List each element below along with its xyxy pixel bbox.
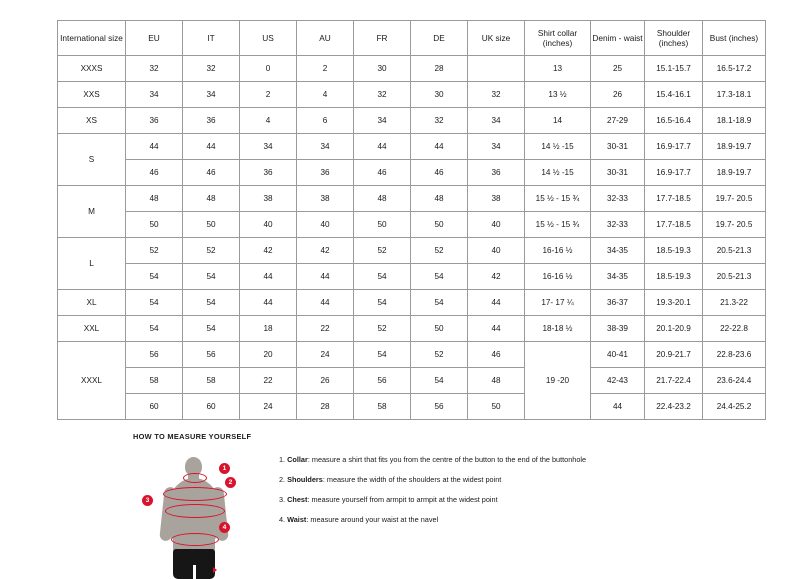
table-cell: 22.8-23.6 — [703, 342, 766, 368]
table-cell: 46 — [354, 160, 411, 186]
table-cell: 54 — [183, 264, 240, 290]
table-cell: 54 — [126, 290, 183, 316]
table-cell: 4 — [240, 108, 297, 134]
table-cell: 40 — [468, 212, 525, 238]
table-cell: 16-16 ½ — [525, 238, 591, 264]
table-cell: 44 — [468, 290, 525, 316]
table-cell: 34-35 — [591, 238, 645, 264]
header-denim-waist: Denim - waist — [591, 21, 645, 56]
table-cell: 13 — [525, 56, 591, 82]
size-group-label: M — [58, 186, 126, 238]
table-cell: 30 — [411, 82, 468, 108]
table-cell: 20.9-21.7 — [645, 342, 703, 368]
collar-measure-line — [183, 473, 207, 483]
table-cell: 54 — [126, 264, 183, 290]
table-cell: 0 — [240, 56, 297, 82]
size-group-label: XL — [58, 290, 126, 316]
table-cell: 32-33 — [591, 186, 645, 212]
table-cell: 22-22.8 — [703, 316, 766, 342]
table-cell: 26 — [297, 368, 354, 394]
table-cell: 44 — [297, 290, 354, 316]
table-row — [58, 264, 766, 290]
table-cell: 17.7-18.5 — [645, 212, 703, 238]
table-cell: 2 — [297, 56, 354, 82]
table-cell: 46 — [468, 342, 525, 368]
table-cell: 44 — [468, 316, 525, 342]
table-cell: 18.5-19.3 — [645, 238, 703, 264]
size-group-label: XS — [58, 108, 126, 134]
table-cell: 54 — [411, 290, 468, 316]
cell-shirt-collar: 19 -20 — [525, 342, 591, 420]
table-cell: 36-37 — [591, 290, 645, 316]
table-cell: 24 — [297, 342, 354, 368]
table-cell: 16.5-16.4 — [645, 108, 703, 134]
table-cell: 22 — [297, 316, 354, 342]
table-cell: 52 — [411, 238, 468, 264]
step-text: : measure yourself from armpit to armpit at the widest point — [307, 494, 498, 504]
table-cell: 17.7-18.5 — [645, 186, 703, 212]
size-group-label: S — [58, 134, 126, 186]
table-cell: 38 — [468, 186, 525, 212]
table-cell: 52 — [183, 238, 240, 264]
table-cell: 34 — [297, 134, 354, 160]
table-cell: 16.5-17.2 — [703, 56, 766, 82]
table-cell: 19.3-20.1 — [645, 290, 703, 316]
table-cell: 32 — [183, 56, 240, 82]
size-group-label: XXXL — [58, 342, 126, 420]
table-cell: 58 — [126, 368, 183, 394]
table-cell: 15.1-15.7 — [645, 56, 703, 82]
table-cell: 18.5-19.3 — [645, 264, 703, 290]
header-it: IT — [183, 21, 240, 56]
table-cell: 42 — [468, 264, 525, 290]
table-cell: 52 — [126, 238, 183, 264]
marker-1-badge: 1 — [219, 463, 230, 474]
table-cell: 28 — [411, 56, 468, 82]
table-cell: 34 — [354, 108, 411, 134]
table-cell: 44 — [411, 134, 468, 160]
table-cell: 46 — [411, 160, 468, 186]
table-cell: 60 — [126, 394, 183, 420]
header-fr: FR — [354, 21, 411, 56]
table-cell: 58 — [354, 394, 411, 420]
table-cell: 18.9-19.7 — [703, 134, 766, 160]
table-row — [58, 108, 766, 134]
table-cell: 48 — [354, 186, 411, 212]
table-cell: 36 — [183, 108, 240, 134]
size-chart-table — [57, 20, 766, 420]
table-cell: 56 — [411, 394, 468, 420]
table-row — [58, 316, 766, 342]
table-row — [58, 160, 766, 186]
table-cell: 22 — [240, 368, 297, 394]
table-cell: 54 — [354, 264, 411, 290]
table-cell: 40 — [297, 212, 354, 238]
table-cell: 36 — [468, 160, 525, 186]
header-bust: Bust (inches) — [703, 21, 766, 56]
table-row — [58, 56, 766, 82]
header-us: US — [240, 21, 297, 56]
table-cell: 14 ½ -15 — [525, 160, 591, 186]
table-cell: 24.4-25.2 — [703, 394, 766, 420]
step-number: 1. — [279, 455, 286, 464]
table-cell: 50 — [354, 212, 411, 238]
how-to-measure-section — [133, 432, 733, 567]
chest-measure-line — [165, 504, 225, 518]
marker-3-badge: 3 — [142, 495, 153, 506]
size-group-label: XXXS — [58, 56, 126, 82]
table-row — [58, 394, 766, 420]
table-cell: 27-29 — [591, 108, 645, 134]
table-cell: 42 — [297, 238, 354, 264]
step-number: 2. — [279, 474, 286, 484]
table-cell: 48 — [126, 186, 183, 212]
table-cell: 54 — [411, 368, 468, 394]
table-cell: 36 — [297, 160, 354, 186]
table-cell: 26 — [591, 82, 645, 108]
table-row — [58, 186, 766, 212]
step-number: 4. — [279, 514, 286, 524]
header-uk-size: UK size — [468, 21, 525, 56]
table-cell: 60 — [183, 394, 240, 420]
table-cell: 2 — [240, 82, 297, 108]
table-cell: 18 — [240, 316, 297, 342]
table-cell: 21.7-22.4 — [645, 368, 703, 394]
table-cell: 56 — [126, 342, 183, 368]
table-cell: 18-18 ½ — [525, 316, 591, 342]
table-row — [58, 290, 766, 316]
step-number: 3. — [279, 494, 286, 504]
table-cell: 32 — [126, 56, 183, 82]
table-cell: 32-33 — [591, 212, 645, 238]
table-cell: 16.9-17.7 — [645, 160, 703, 186]
table-cell: 24 — [240, 394, 297, 420]
header-shirt-collar: Shirt collar (inches) — [525, 21, 591, 56]
table-cell: 54 — [126, 316, 183, 342]
table-header-row — [58, 21, 766, 56]
step-term: Waist — [287, 514, 307, 524]
table-cell: 32 — [468, 82, 525, 108]
table-cell: 34 — [126, 82, 183, 108]
table-cell: 44 — [354, 134, 411, 160]
table-cell: 25 — [591, 56, 645, 82]
table-cell: 17- 17 ¼ — [525, 290, 591, 316]
table-cell: 44 — [240, 290, 297, 316]
table-cell: 40 — [468, 238, 525, 264]
shorts-split — [193, 565, 196, 579]
table-cell: 50 — [126, 212, 183, 238]
table-cell: 54 — [354, 342, 411, 368]
table-cell: 44 — [240, 264, 297, 290]
step-term: Chest — [287, 494, 308, 504]
table-cell: 16.9-17.7 — [645, 134, 703, 160]
table-cell: 38-39 — [591, 316, 645, 342]
measure-steps-list — [279, 447, 586, 534]
table-row — [58, 82, 766, 108]
table-row — [58, 368, 766, 394]
table-row — [58, 134, 766, 160]
table-cell: 56 — [183, 342, 240, 368]
table-cell: 38 — [240, 186, 297, 212]
table-cell: 40-41 — [591, 342, 645, 368]
table-cell: 22.4-23.2 — [645, 394, 703, 420]
torso-illustration — [163, 457, 225, 575]
table-cell: 44 — [126, 134, 183, 160]
table-cell: 58 — [183, 368, 240, 394]
table-cell: 18.1-18.9 — [703, 108, 766, 134]
table-cell: 52 — [411, 342, 468, 368]
table-cell: 40 — [240, 212, 297, 238]
table-cell: 20.5-21.3 — [703, 264, 766, 290]
table-cell: 34-35 — [591, 264, 645, 290]
step-text: : measure around your waist at the navel — [306, 514, 439, 524]
table-cell: 54 — [183, 316, 240, 342]
table-cell: 34 — [183, 82, 240, 108]
measure-step — [279, 515, 586, 525]
table-cell: 36 — [240, 160, 297, 186]
table-row — [58, 342, 766, 368]
table-cell: 20.1-20.9 — [645, 316, 703, 342]
table-cell: 50 — [411, 316, 468, 342]
table-cell: 56 — [354, 368, 411, 394]
table-cell: 13 ½ — [525, 82, 591, 108]
how-to-measure-title: HOW TO MEASURE YOURSELF — [133, 432, 252, 441]
shoulder-measure-line — [163, 487, 227, 501]
header-international-size: International size — [58, 21, 126, 56]
table-cell: 15 ½ - 15 ¾ — [525, 186, 591, 212]
table-cell: 15.4-16.1 — [645, 82, 703, 108]
waist-arrow-icon — [213, 567, 217, 573]
measure-step — [279, 455, 586, 465]
table-cell: 18.9-19.7 — [703, 160, 766, 186]
header-au: AU — [297, 21, 354, 56]
table-cell: 42 — [240, 238, 297, 264]
size-group-label: XXS — [58, 82, 126, 108]
table-cell — [468, 56, 525, 82]
table-cell: 54 — [354, 290, 411, 316]
header-de: DE — [411, 21, 468, 56]
table-cell: 30 — [354, 56, 411, 82]
table-cell: 48 — [468, 368, 525, 394]
size-group-label: XXL — [58, 316, 126, 342]
table-cell: 19.7- 20.5 — [703, 212, 766, 238]
header-shoulder: Shoulder (inches) — [645, 21, 703, 56]
table-cell: 32 — [411, 108, 468, 134]
table-cell: 50 — [183, 212, 240, 238]
table-cell: 16-16 ½ — [525, 264, 591, 290]
table-cell: 20 — [240, 342, 297, 368]
table-cell: 44 — [183, 134, 240, 160]
table-cell: 19.7- 20.5 — [703, 186, 766, 212]
table-cell: 44 — [591, 394, 645, 420]
marker-2-badge: 2 — [225, 477, 236, 488]
table-cell: 30-31 — [591, 134, 645, 160]
size-group-label: L — [58, 238, 126, 290]
table-cell: 14 — [525, 108, 591, 134]
measure-step — [279, 495, 586, 505]
table-cell: 34 — [468, 134, 525, 160]
table-cell: 48 — [183, 186, 240, 212]
table-cell: 36 — [126, 108, 183, 134]
table-cell: 50 — [468, 394, 525, 420]
table-cell: 14 ½ -15 — [525, 134, 591, 160]
table-cell: 52 — [354, 316, 411, 342]
table-cell: 15 ½ - 15 ¾ — [525, 212, 591, 238]
measure-step — [279, 475, 586, 485]
table-body — [58, 56, 766, 420]
table-cell: 20.5-21.3 — [703, 238, 766, 264]
table-cell: 6 — [297, 108, 354, 134]
table-cell: 52 — [354, 238, 411, 264]
step-text: : measure a shirt that fits you from the centre of the button to the end of the buttonhole — [307, 455, 587, 464]
table-cell: 38 — [297, 186, 354, 212]
table-cell: 28 — [297, 394, 354, 420]
table-cell: 42-43 — [591, 368, 645, 394]
step-term: Collar — [287, 455, 308, 464]
table-cell: 44 — [297, 264, 354, 290]
table-row — [58, 238, 766, 264]
header-eu: EU — [126, 21, 183, 56]
table-row — [58, 212, 766, 238]
table-cell: 46 — [126, 160, 183, 186]
step-term: Shoulders — [287, 474, 323, 484]
waist-measure-line — [171, 533, 219, 546]
table-cell: 30-31 — [591, 160, 645, 186]
table-cell: 21.3-22 — [703, 290, 766, 316]
measurement-figure — [133, 447, 263, 567]
table-cell: 54 — [411, 264, 468, 290]
table-cell: 4 — [297, 82, 354, 108]
table-cell: 34 — [468, 108, 525, 134]
table-cell: 50 — [411, 212, 468, 238]
table-cell: 46 — [183, 160, 240, 186]
step-text: : measure the width of the shoulders at the widest point — [322, 474, 502, 484]
table-cell: 17.3-18.1 — [703, 82, 766, 108]
table-cell: 48 — [411, 186, 468, 212]
table-cell: 34 — [240, 134, 297, 160]
table-cell: 23.6-24.4 — [703, 368, 766, 394]
marker-4-badge: 4 — [219, 522, 230, 533]
table-cell: 54 — [183, 290, 240, 316]
table-cell: 32 — [354, 82, 411, 108]
